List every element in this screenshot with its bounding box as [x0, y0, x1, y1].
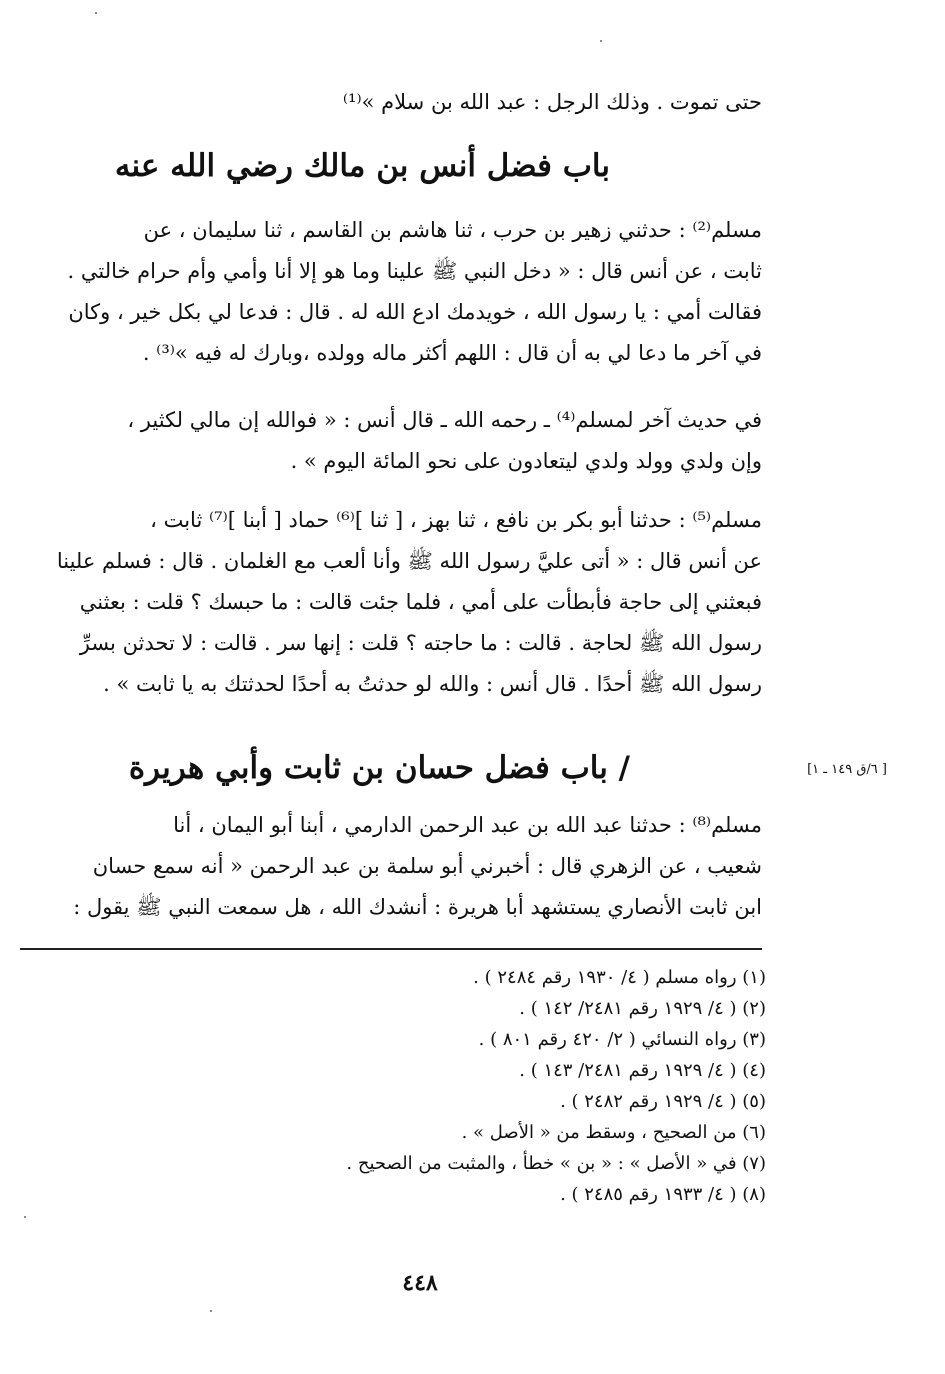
footnote-8: (٨) ( ٤/ ١٩٣٣ رقم ٢٤٨٥ ) .: [560, 1184, 766, 1205]
text-line: ابن ثابت الأنصاري يستشهد أبا هريرة : أنشدك الله ، هل سمعت النبي ﷺ يقول :: [73, 895, 762, 919]
scan-speck: [210, 1310, 212, 1312]
footnotes: [200, 962, 766, 1210]
footnote-3: (٣) رواه النسائي ( ٢/ ٤٢٠ رقم ٨٠١ ) .: [478, 1029, 766, 1050]
text-line: رسول الله ﷺ لحاجة . قالت : ما حاجته ؟ قلت : إنها سر . قالت : لا تحدثن بسرِّ: [79, 631, 762, 655]
footnote-2: (٢) ( ٤/ ١٩٢٩ رقم ٢٤٨١/ ١٤٢ ) .: [519, 998, 766, 1019]
manuscript-folio-note: [ ٦/ق ١٤٩ ـ ١]: [807, 762, 887, 777]
continuation-line: حتى تموت . وذلك الرجل : عبد الله بن سلام »⁽¹⁾: [342, 90, 762, 114]
scan-speck: [600, 40, 602, 42]
text-line: شعيب ، عن الزهري قال : أخبرني أبو سلمة بن عبد الرحمن « أنه سمع حسان: [92, 854, 762, 878]
text-line: في آخر ما دعا لي به أن قال : اللهم أكثر ماله وولده ،وبارك له فيه »⁽³⁾ .: [142, 341, 762, 365]
text-line: وإن ولدي وولد ولدي ليتعادون على نحو المائة اليوم » .: [290, 449, 762, 473]
text-line: ثابت ، عن أنس قال : « دخل النبي ﷺ علينا وما هو إلا أنا وأمي وأم حرام خالتي .: [67, 259, 762, 283]
text-line: رسول الله ﷺ أحدًا . قال أنس : والله لو حدثتُ به أحدًا لحدثتك به يا ثابت » .: [103, 672, 762, 696]
text-line: فقالت أمي : يا رسول الله ، خويدمك ادع الله له . قال : فدعا لي بكل خير ، وكان: [68, 300, 762, 324]
footnote-separator: [20, 948, 762, 950]
text-line: فبعثني إلى حاجة فأبطأت على أمي ، فلما جئت قالت : ما حبسك ؟ قلت : بعثني: [79, 590, 762, 614]
section-heading-anas: باب فضل أنس بن مالك رضي الله عنه: [114, 148, 610, 184]
continuation-text: [20, 82, 762, 123]
paragraph-anas-3: [20, 500, 762, 705]
text-line: عن أنس قال : « أتى عليَّ رسول الله ﷺ وأنا ألعب مع الغلمان . قال : فسلم علينا: [56, 549, 762, 573]
footnote-4: (٤) ( ٤/ ١٩٢٩ رقم ٢٤٨١/ ١٤٣ ) .: [519, 1060, 766, 1081]
text-line: مسلم⁽²⁾ : حدثني زهير بن حرب ، ثنا هاشم بن القاسم ، ثنا سليمان ، عن: [143, 218, 762, 242]
footnote-1: (١) رواه مسلم ( ٤/ ١٩٣٠ رقم ٢٤٨٤ ) .: [473, 967, 766, 988]
paragraph-hassan-1: [20, 805, 762, 928]
section-heading-hassan: / باب فضل حسان بن ثابت وأبي هريرة: [128, 750, 630, 786]
footnote-7: (٧) في « الأصل » : « بن » خطأ ، والمثبت من الصحيح .: [346, 1153, 766, 1174]
footnote-6: (٦) من الصحيح ، وسقط من « الأصل » .: [461, 1122, 766, 1143]
paragraph-anas-1: [20, 210, 762, 374]
text-line: مسلم⁽⁸⁾ : حدثنا عبد الله بن عبد الرحمن الدارمي ، أبنا أبو اليمان ، أنا: [173, 813, 762, 837]
footnote-5: (٥) ( ٤/ ١٩٢٩ رقم ٢٤٨٢ ) .: [560, 1091, 766, 1112]
page-number: ٤٤٨: [402, 1270, 438, 1296]
text-line: مسلم⁽⁵⁾ : حدثنا أبو بكر بن نافع ، ثنا بهز ، [ ثنا ]⁽⁶⁾ حماد [ أبنا ]⁽⁷⁾ ثابت ،: [150, 508, 762, 532]
scan-speck: [24, 1216, 26, 1218]
scan-speck: [95, 12, 97, 14]
paragraph-anas-2: [20, 400, 762, 482]
text-line: في حديث آخر لمسلم⁽⁴⁾ ـ رحمه الله ـ قال أنس : « فوالله إن مالي لكثير ،: [127, 408, 762, 432]
